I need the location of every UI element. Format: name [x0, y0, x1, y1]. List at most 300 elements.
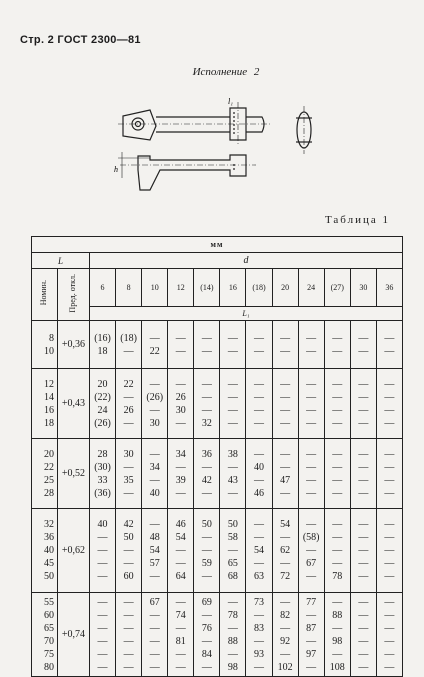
l1-value: —: [332, 461, 343, 473]
l1-value: —: [358, 391, 369, 403]
table-row: [32, 439, 403, 509]
l1-value: 47: [280, 474, 291, 486]
l1-value: —: [123, 661, 134, 673]
l1-value: 72: [280, 571, 291, 582]
l1-value: —: [280, 622, 291, 634]
l1-value: —: [358, 448, 369, 460]
l1-value: —: [306, 461, 317, 473]
l1-value-cell: [90, 369, 116, 439]
l-header: L: [32, 253, 90, 269]
l1-value: —: [384, 661, 395, 673]
l1-value: —: [384, 622, 395, 634]
l1-value: —: [332, 378, 343, 390]
l1-value: 108: [329, 661, 345, 673]
dimension-h: h: [114, 165, 118, 174]
l1-value: —: [123, 558, 134, 569]
l1-value: 54: [149, 545, 160, 556]
l1-value-cell: [168, 439, 194, 509]
l1-value: 30: [123, 448, 134, 460]
l1-value: 40: [97, 519, 108, 530]
l1-value: —: [201, 571, 212, 582]
l1-value: —: [384, 378, 395, 390]
l1-value: —: [332, 332, 343, 344]
l1-value: 36: [201, 448, 212, 460]
l1-value: —: [149, 635, 160, 647]
l1-value: 26: [175, 391, 186, 403]
l1-value-cell: [142, 439, 168, 509]
l1-value: —: [280, 417, 291, 429]
l1-value: —: [227, 404, 238, 416]
l1-value: 60: [123, 571, 134, 582]
l1-value: —: [175, 596, 186, 608]
l1-value: —: [358, 378, 369, 390]
l1-value: 97: [306, 648, 317, 660]
l1-value: —: [384, 417, 395, 429]
l1-value: —: [384, 545, 395, 556]
l1-value: —: [97, 648, 108, 660]
l1-value: —: [175, 661, 186, 673]
d-value-header: 12: [168, 269, 194, 307]
side-view: [118, 152, 256, 190]
l1-value: —: [175, 622, 186, 634]
l1-value-cell: [350, 509, 376, 593]
l1-value: 54: [280, 519, 291, 530]
l1-value: —: [306, 609, 317, 621]
tolerance-cell: +0,52: [58, 439, 90, 509]
l1-value: —: [227, 417, 238, 429]
l1-value: (30): [94, 461, 111, 473]
l1-value: —: [123, 622, 134, 634]
l1-value: 32: [201, 417, 212, 429]
nominal-value: 50: [44, 571, 54, 582]
d-value-header: 16: [220, 269, 246, 307]
l1-value: 76: [201, 622, 212, 634]
table-label: Таблица 1: [324, 214, 390, 226]
l1-value: —: [358, 487, 369, 499]
l1-value: 78: [227, 609, 238, 621]
l1-value: —: [306, 378, 317, 390]
nominal-value: 70: [44, 635, 54, 647]
units-header: мм: [32, 237, 403, 253]
l1-value: —: [306, 448, 317, 460]
nominal-value: 45: [44, 558, 54, 569]
d-value-header: (27): [324, 269, 350, 307]
l1-value: —: [97, 622, 108, 634]
l1-value: —: [280, 532, 291, 543]
l1-value: 92: [280, 635, 291, 647]
l1-value: —: [280, 596, 291, 608]
l1-value: —: [227, 545, 238, 556]
l1-value-cell: [246, 321, 272, 369]
l1-value: —: [358, 596, 369, 608]
l1-value: (36): [94, 487, 111, 499]
nominal-value: 10: [44, 345, 54, 357]
l1-value: —: [384, 474, 395, 486]
l1-value: —: [123, 609, 134, 621]
l1-value-cell: [272, 439, 298, 509]
l1-value-cell: [116, 509, 142, 593]
table-row: [32, 509, 403, 593]
l1-value: —: [175, 378, 186, 390]
l1-value: —: [280, 558, 291, 569]
table-row: [32, 369, 403, 439]
l1-value: —: [358, 332, 369, 344]
nominal-cell: [32, 369, 58, 439]
l1-value: —: [358, 571, 369, 582]
l1-value: —: [306, 635, 317, 647]
l1-value: 69: [201, 596, 212, 608]
nominal-value: 32: [44, 519, 54, 530]
l1-value: —: [149, 571, 160, 582]
l1-value: —: [201, 391, 212, 403]
l1-value: —: [201, 345, 212, 357]
l1-value: 35: [123, 474, 134, 486]
nominal-value: 55: [44, 596, 54, 608]
l1-value: 39: [175, 474, 186, 486]
l1-value: 18: [97, 345, 108, 357]
l1-value: —: [332, 417, 343, 429]
l1-value: —: [358, 609, 369, 621]
l1-value: (16): [94, 332, 111, 344]
l1-value-cell: [272, 369, 298, 439]
l1-value: 46: [254, 487, 264, 499]
l1-value: 24: [97, 404, 108, 416]
l1-value: 74: [175, 609, 186, 621]
nominal-cell: [32, 509, 58, 593]
l1-value: —: [149, 404, 160, 416]
l1-value: —: [149, 648, 160, 660]
l1-value: —: [280, 345, 291, 357]
l1-value: —: [332, 448, 343, 460]
l1-value-cell: [246, 369, 272, 439]
l1-value: —: [123, 635, 134, 647]
l1-value: —: [358, 461, 369, 473]
l1-value: —: [358, 404, 369, 416]
end-view: [296, 106, 312, 154]
l1-value: 46: [175, 519, 186, 530]
l1-value-cell: [324, 369, 350, 439]
l1-value: —: [227, 487, 238, 499]
l1-value-cell: [168, 509, 194, 593]
l1-value: 67: [149, 596, 160, 608]
l1-value: 30: [175, 404, 186, 416]
l1-value: 102: [277, 661, 293, 673]
l1-value: 34: [175, 448, 186, 460]
l1-value: —: [97, 609, 108, 621]
l1-value: —: [175, 558, 186, 569]
page-header: Стр. 2 ГОСТ 2300—81: [20, 34, 141, 46]
variant-number: 2: [253, 66, 260, 78]
l1-value: —: [306, 545, 317, 556]
nominal-value: 14: [44, 391, 54, 403]
l1-value: —: [227, 596, 238, 608]
l1-value: —: [123, 487, 134, 499]
l1-value-cell: [90, 321, 116, 369]
l1-value: 82: [280, 609, 291, 621]
nominal-cell: [32, 439, 58, 509]
l1-value-cell: [246, 509, 272, 593]
l1-value: —: [332, 404, 343, 416]
l1-value: —: [254, 661, 264, 673]
tolerance-column-header: Пред. откл.: [58, 269, 90, 321]
l1-value: —: [384, 345, 395, 357]
l1-value: —: [306, 571, 317, 582]
nominal-value: 40: [44, 545, 54, 556]
l1-value: 57: [149, 558, 160, 569]
l1-value: —: [358, 532, 369, 543]
l1-value: —: [201, 332, 212, 344]
nominal-cell: [32, 321, 58, 369]
l1-value: 33: [97, 474, 108, 486]
l1-value: —: [254, 345, 264, 357]
l1-value: 68: [227, 571, 238, 582]
l1-value: —: [306, 519, 317, 530]
l1-value: —: [123, 545, 134, 556]
tolerance-cell: +0,62: [58, 509, 90, 593]
l1-value-cell: [142, 369, 168, 439]
l1-value: 63: [254, 571, 264, 582]
l1-value-cell: [298, 321, 324, 369]
l1-value: —: [384, 519, 395, 530]
l1-value: —: [201, 532, 212, 543]
l1-value: —: [384, 391, 395, 403]
l1-value: 40: [254, 461, 264, 473]
l1-value: —: [175, 417, 186, 429]
technical-drawing: [0, 0, 424, 200]
l1-value: —: [254, 532, 264, 543]
l1-value: 59: [201, 558, 212, 569]
l1-value: —: [280, 648, 291, 660]
l1-value: 48: [149, 532, 160, 543]
l1-value: 67: [306, 558, 317, 569]
l1-value-cell: [376, 509, 402, 593]
l1-value: —: [227, 461, 238, 473]
l1-value: —: [358, 622, 369, 634]
l1-value: —: [358, 519, 369, 530]
l1-value: —: [254, 635, 264, 647]
l1-value: 83: [254, 622, 264, 634]
l1-value: (22): [94, 391, 111, 403]
nominal-value: 20: [44, 448, 54, 460]
l1-value-cell: [272, 321, 298, 369]
l1-value-cell: [324, 509, 350, 593]
l1-value-cell: [298, 509, 324, 593]
l1-value: —: [332, 474, 343, 486]
l1-value: —: [332, 345, 343, 357]
l1-header: L₁: [90, 307, 403, 321]
l1-value-cell: [142, 509, 168, 593]
l1-value: —: [97, 635, 108, 647]
d-value-header: (18): [246, 269, 272, 307]
l1-value: 50: [227, 519, 238, 530]
l1-value: 98: [227, 661, 238, 673]
l1-value: 30: [149, 417, 160, 429]
l1-value: —: [306, 404, 317, 416]
table-row: [32, 321, 403, 369]
l1-value: —: [384, 532, 395, 543]
l1-value: —: [97, 596, 108, 608]
l1-value-cell: [324, 439, 350, 509]
l1-value: 54: [254, 545, 264, 556]
l1-value: —: [332, 596, 343, 608]
nominal-value: 75: [44, 648, 54, 660]
l1-value: —: [280, 378, 291, 390]
l1-value-cell: [376, 321, 402, 369]
l1-value: —: [358, 345, 369, 357]
l1-value: 88: [227, 635, 238, 647]
l1-value: —: [332, 532, 343, 543]
d-value-header: 24: [298, 269, 324, 307]
l1-value: —: [149, 661, 160, 673]
l1-value: —: [123, 596, 134, 608]
l1-value: 78: [332, 571, 343, 582]
l1-value: —: [254, 474, 264, 486]
l1-value: —: [227, 378, 238, 390]
l1-value: 64: [175, 571, 186, 582]
d-value-header: 8: [116, 269, 142, 307]
l1-value: (26): [146, 391, 164, 403]
l1-value-cell: [220, 439, 246, 509]
l1-value: —: [175, 332, 186, 344]
l1-value: —: [201, 609, 212, 621]
d-value-header: 36: [376, 269, 402, 307]
l1-value: —: [254, 519, 264, 530]
l1-value: —: [384, 571, 395, 582]
l1-value: —: [254, 609, 264, 621]
l1-value: 62: [280, 545, 291, 556]
l1-value: 84: [201, 648, 212, 660]
l1-value-cell: [220, 369, 246, 439]
l1-value: 54: [175, 532, 186, 543]
l1-value: —: [201, 661, 212, 673]
nominal-value: 36: [44, 532, 54, 543]
l1-value: —: [332, 545, 343, 556]
l1-value: —: [97, 661, 108, 673]
l1-value: 38: [227, 448, 238, 460]
l1-value: 50: [123, 532, 134, 543]
variant-label: Исполнение: [192, 66, 248, 78]
l1-value-cell: [194, 439, 220, 509]
l1-value: —: [384, 648, 395, 660]
l1-value: —: [175, 545, 186, 556]
nominal-value: 65: [44, 622, 54, 634]
l1-value: 93: [254, 648, 264, 660]
l1-value: 42: [201, 474, 212, 486]
l1-value: —: [306, 345, 317, 357]
l1-value-cell: [350, 369, 376, 439]
nominal-value: 16: [44, 404, 54, 416]
l1-value-cell: [194, 369, 220, 439]
l1-value: —: [227, 648, 238, 660]
l1-value: —: [384, 635, 395, 647]
l1-value: —: [306, 417, 317, 429]
l1-value: 43: [227, 474, 238, 486]
l1-value-cell: [168, 321, 194, 369]
l1-value: —: [384, 609, 395, 621]
l1-value: —: [123, 391, 134, 403]
l1-value: —: [254, 378, 264, 390]
tolerance-cell: +0,43: [58, 369, 90, 439]
l1-value-cell: [142, 321, 168, 369]
l1-value-cell: [194, 509, 220, 593]
nominal-value: 28: [44, 487, 54, 499]
l1-value: (18): [120, 332, 137, 344]
l1-value: —: [384, 487, 395, 499]
l1-value: —: [201, 378, 212, 390]
nominal-value: 12: [44, 378, 54, 390]
tolerance-cell: +0,74: [58, 593, 90, 677]
l1-value-cell: [350, 439, 376, 509]
l1-value: —: [384, 448, 395, 460]
l1-value-cell: [246, 439, 272, 509]
l1-value: 81: [175, 635, 186, 647]
l1-value: —: [97, 558, 108, 569]
l1-value: —: [254, 558, 264, 569]
l1-value-cell: [116, 439, 142, 509]
l1-value: —: [384, 332, 395, 344]
l1-value: —: [332, 519, 343, 530]
l1-value-cell: [116, 369, 142, 439]
l1-value-cell: [376, 439, 402, 509]
l1-value-cell: [220, 509, 246, 593]
l1-value: —: [175, 345, 186, 357]
l1-value: —: [306, 474, 317, 486]
l1-value: —: [358, 558, 369, 569]
l1-value: 22: [123, 378, 134, 390]
l1-value-cell: [324, 321, 350, 369]
l1-value: —: [306, 391, 317, 403]
l1-value: —: [97, 545, 108, 556]
d-value-header: 10: [142, 269, 168, 307]
l1-value: —: [254, 391, 264, 403]
l1-value: —: [280, 391, 291, 403]
tolerance-cell: +0,36: [58, 321, 90, 369]
nominal-value: 18: [44, 417, 54, 429]
l1-value: —: [358, 417, 369, 429]
l1-value: —: [227, 345, 238, 357]
l1-value: 65: [227, 558, 238, 569]
d-value-header: 6: [90, 269, 116, 307]
l1-value-cell: [298, 439, 324, 509]
l1-value: 58: [227, 532, 238, 543]
l1-value-cell: [168, 369, 194, 439]
l1-value: —: [227, 332, 238, 344]
l1-value: —: [306, 332, 317, 344]
l1-value: —: [175, 461, 186, 473]
l1-value: —: [332, 622, 343, 634]
d-header: d: [90, 253, 403, 269]
nominal-value: 8: [49, 332, 54, 344]
l1-value: —: [358, 648, 369, 660]
l1-value: (58): [302, 532, 320, 543]
dimension-l1: l₁: [228, 97, 234, 106]
l1-value: (26): [94, 417, 111, 429]
l1-value-cell: [90, 439, 116, 509]
l1-value: —: [358, 661, 369, 673]
l1-value: 42: [123, 519, 134, 530]
l1-value: —: [280, 461, 291, 473]
d-value-header: (14): [194, 269, 220, 307]
l1-value: —: [358, 635, 369, 647]
nominal-value: 22: [44, 461, 54, 473]
l1-value: —: [384, 558, 395, 569]
nominal-column-header: Номин.: [32, 269, 58, 321]
l1-value: —: [332, 648, 343, 660]
l1-value-cell: [376, 369, 402, 439]
l1-value-cell: [194, 321, 220, 369]
l1-value: —: [149, 378, 160, 390]
l1-value: —: [254, 417, 264, 429]
